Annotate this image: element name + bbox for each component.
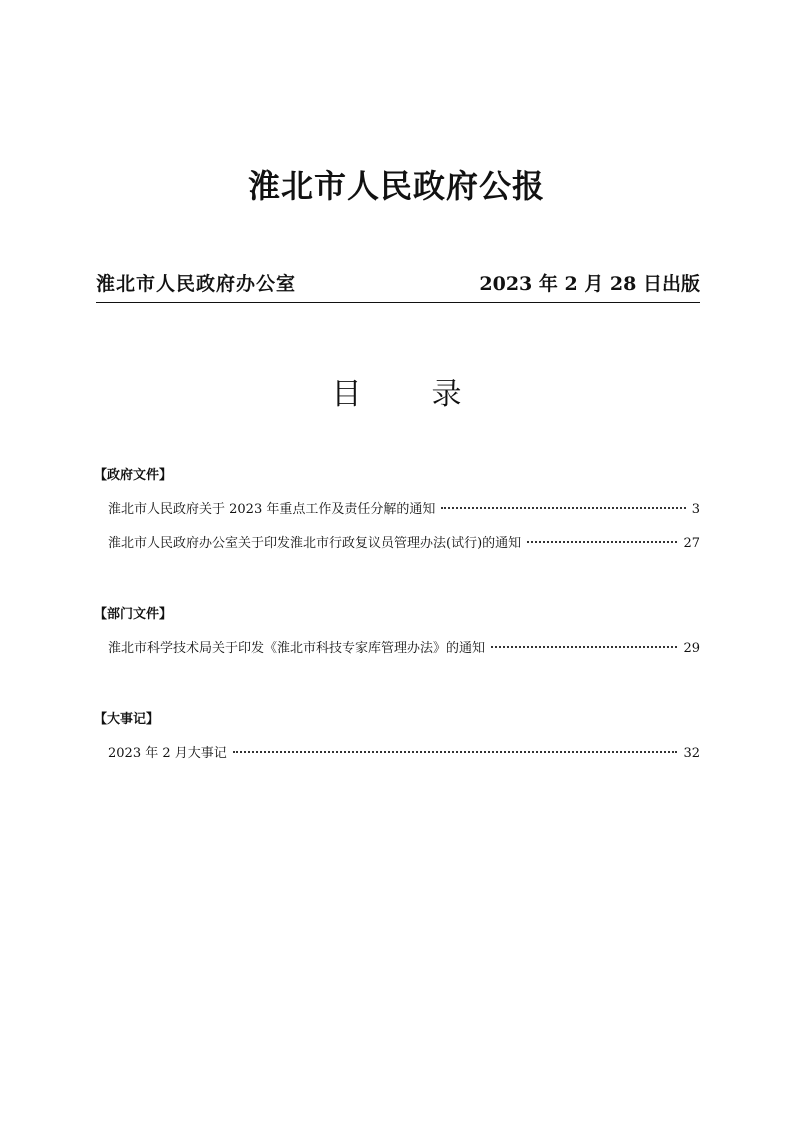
toc-section-department-documents [94, 604, 700, 666]
toc-leader-dots [527, 541, 677, 543]
toc-entry-title: 淮北市科学技术局关于印发《淮北市科技专家库管理办法》的通知 [108, 641, 486, 656]
page-title: 淮北市人民政府公报 [247, 167, 545, 205]
toc-leader-dots [233, 751, 678, 753]
toc-leader-dots [491, 646, 677, 648]
toc-leader-dots [441, 507, 685, 509]
masthead-rule [96, 302, 700, 303]
publication-date: 2023 年 2 月 28 日出版 [479, 273, 700, 295]
toc-entry-page: 29 [683, 641, 700, 656]
toc-entry-page: 27 [683, 536, 700, 551]
toc-entry[interactable] [108, 527, 700, 561]
toc-entry-page: 3 [691, 502, 700, 517]
publisher-name: 淮北市人民政府办公室 [96, 273, 297, 295]
toc-entry[interactable] [108, 737, 700, 771]
section-label: 【大事记】 [94, 712, 160, 727]
toc-heading-left: 目 [331, 377, 362, 412]
toc-entry[interactable] [108, 493, 700, 527]
masthead [96, 268, 700, 300]
section-label: 【政府文件】 [94, 468, 173, 483]
toc-entry-page: 32 [683, 746, 700, 761]
section-label: 【部门文件】 [94, 607, 173, 622]
toc-section-chronicle [94, 709, 700, 771]
toc-entry-title: 淮北市人民政府办公室关于印发淮北市行政复议员管理办法(试行)的通知 [108, 536, 522, 551]
toc-heading-right: 录 [431, 377, 462, 412]
toc-entry-title: 淮北市人民政府关于 2023 年重点工作及责任分解的通知 [108, 502, 436, 517]
toc-entry-title: 2023 年 2 月大事记 [108, 746, 227, 761]
toc-heading [0, 370, 793, 420]
toc-section-government-documents [94, 465, 700, 561]
toc-entry[interactable] [108, 632, 700, 666]
